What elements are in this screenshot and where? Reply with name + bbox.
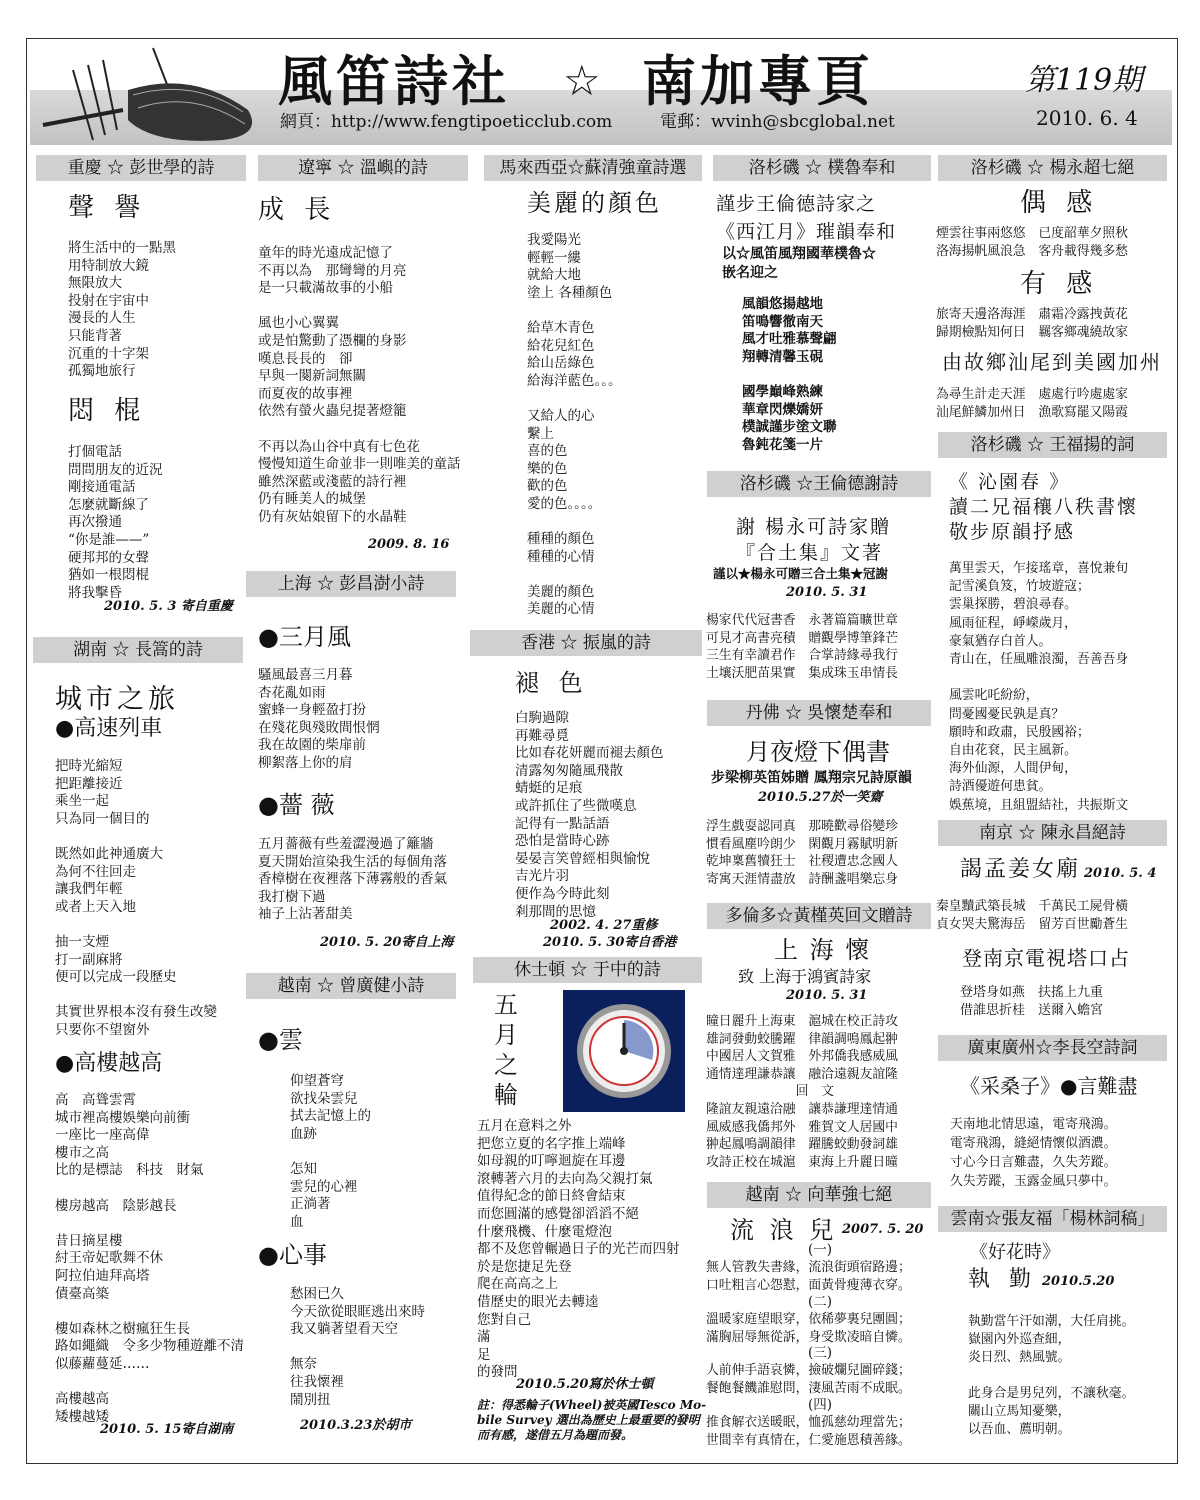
poem-title: 美麗的顏色	[527, 189, 662, 217]
poem-title: 有 感	[1020, 269, 1099, 299]
poem-title: ●雲	[258, 1026, 303, 1054]
poem-date: 2010.5.20寫於休士頓	[516, 1377, 654, 1392]
poem-title: 執 勤	[968, 1267, 1037, 1292]
poem-title: ●心事	[258, 1241, 327, 1269]
poem-title: ●三月風	[258, 623, 351, 651]
poem-title: 由故鄉汕尾到美國加州	[942, 350, 1162, 374]
poem-date: 2010. 5. 3 寄自重慶	[104, 599, 233, 614]
section-header: 洛杉磯 ☆ 樸魯奉和	[713, 155, 931, 181]
section-header: 越南 ☆ 曾廣健小詩	[246, 973, 456, 999]
poem-body: 風韻悠揚越地 笛鳴響徹南天 風才吐雅慕聲翩 翔轉清馨玉硯 國學巔峰熟練 華章閃爍嬌妍 樸誠謹步塗文聯 魯鈍花箋一片	[742, 296, 837, 453]
poem-title: 《好花時》	[970, 1242, 1060, 1263]
poem-body: 秦皇黷武築長城 千萬民工屍骨橫 貞女哭夫驚海岳 留芳百世勵蒼生	[936, 899, 1128, 932]
poem-body: 五月薔薇有些羞澀漫過了籬牆 夏天開始渲染我生活的每個角落 香樟樹在夜裡落下薄霧般的香氣 我打樹下過 袖子上沾著甜美	[258, 836, 447, 923]
poem-body: 登塔身如燕 扶搖上九重 借誰思折桂 送爾入蟾宮	[960, 985, 1104, 1018]
bagpipe-logo-icon	[33, 40, 273, 150]
poem-subtitle: ●高速列車	[55, 716, 163, 741]
poem-body: 無人管教失書緣，流浪街頭宿路邊； 口吐粗言心怨懟，面黃骨瘦薄衣穿。	[706, 1260, 911, 1293]
section-header: 多倫多☆黃槿英回文贈詩	[707, 903, 931, 929]
section-header: 洛杉磯 ☆ 楊永超七絕	[938, 155, 1167, 181]
web-address[interactable]: 網頁：http://www.fengtipoeticclub.com	[280, 112, 613, 132]
poem-body: 五月在意料之外 把您立夏的名字推上端峰 如母親的叮嚀迴旋在耳邊 滾轉著六月的去向為父親打氣 值得紀念的節日終會結束 而您圓滿的感覺卻滔滔不絕 什麼飛機、什麼電燈泡 都不及您曾輾過日子的光芒而四射 於是您捷足先登 爬在高高之上 借歷史的眼光去轉逵 您對自己 滿 足 的發問	[477, 1118, 680, 1381]
poem-body: 楊家代代冠書香 永著篇篇曠世章 可見才高書亮積 贈觀學博筆鋒芒 三生有幸讀君作 合掌詩緣尋我行 土壤沃肥苗果實 集成珠玉串情長	[706, 613, 898, 681]
poem-body: 煙雲往事兩悠悠 已度韶華夕照秋 洛海揚帆風浪急 客舟載得幾多愁	[936, 226, 1128, 259]
poem-body: 為尋生計走天涯 處處行吟處處家 汕尾鮮鱗加州日 漁歌寫罷又陽霞	[936, 387, 1128, 420]
poem-date: 2010. 5. 31	[786, 988, 868, 1003]
poem-body: 打個電話 問問朋友的近況 剛接通電話 怎麼就斷線了 再次撥通 “你是誰——” 硬邦邦的女聲 猶如一根悶棍 將我擊昏	[68, 444, 163, 601]
poem-subtitle: 致 上海于鴻賓詩家	[738, 967, 872, 986]
poem-title: 謹步王倫德詩家之 《西江月》璀韻奉和	[716, 193, 897, 243]
poem-body: 童年的時光遠成記憶了 不再以為 那彎彎的月亮 是一只載滿故事的小船 風也小心翼翼 或是怕驚動了憑欄的身影 嘆息長長的 卻 早與一闋新詞無關 而夏夜的故事裡 依然有螢火蟲兒提著燈籠 不再以為山谷中真有七色花 慢慢知道生命並非一則唯美的童話 雖然深藍或淺藍的詩行裡 仍有睡美人的城堡 仍有灰姑娘留下的水晶鞋	[258, 245, 461, 525]
header-title-left: 風笛詩社	[278, 50, 510, 113]
poem-date: 2009. 8. 16	[368, 537, 450, 552]
poem-body: 騷風最喜三月暮 杏花亂如雨 蜜蜂一身輕盈打扮 在殘花與殘敗間恨惘 我在故園的柴扉前 柳絮落上你的肩	[258, 667, 380, 771]
poem-body: 人前伸手語哀憐，撿破爛兒圖碎錢； 餐飽餐饑誰慰問，淒風苦雨不成眠。	[706, 1363, 911, 1396]
poem-title: 褪 色	[515, 669, 589, 697]
poem-stanza-number: (二)	[808, 1294, 833, 1310]
wheel-clock-icon	[563, 990, 685, 1112]
poem-stanza-number: (一)	[808, 1242, 833, 1258]
poem-body: 仰望蒼穹 欲找朵雲兒 拭去記憶上的 血跡 怎知 雲兒的心裡 正淌著 血	[290, 1073, 371, 1230]
section-header: 休士頓 ☆ 于中的詩	[473, 957, 702, 983]
poem-note: 註：得悉輪子(Wheel)被英國Tesco Mo- bile Survey 選出為歷史上最重要的發明 而有感，遂借五月為題而發。	[477, 1398, 707, 1442]
section-header: 遼寧 ☆ 溫嶼的詩	[258, 155, 468, 181]
poem-body: 推食解衣送暖眠，恤孤慈幼理當先； 世間幸有真情在，仁愛施恩積善緣。	[706, 1415, 911, 1448]
section-header: 馬來西亞☆蘇清強童詩選	[484, 155, 702, 181]
section-header: 越南 ☆ 向華強七絕	[707, 1182, 931, 1208]
poem-stanza-number: (四)	[808, 1397, 833, 1413]
poem-date: 2010. 5. 31	[786, 585, 868, 600]
section-header: 廣東廣州☆李長空詩詞	[938, 1035, 1167, 1061]
poem-title: 謁孟姜女廟	[960, 857, 1081, 882]
poem-body: 白駒過隙 再難尋覓 比如春花妍麗而褪去顏色 清露匆匆隨風飛散 蜻蜓的足痕 或許抓住了些微嘆息 記得有一點話語 恐怕是當時心跡 晏晏言笑曾經相與愉悅 吉光片羽 便作為今時此刻 剎那間的思憶	[515, 710, 664, 920]
section-header: 上海 ☆ 彭昌澍小詩	[246, 571, 456, 597]
poem-subtitle: 步梁柳英笛姊贈 鳳翔宗兄詩原韻	[711, 770, 912, 786]
poem-body: 萬里雲天，乍接瑤章，喜悅兼旬 記雪溪負笈，竹坡遊寇； 雲巢探勝，碧浪尋春。 風雨征程，崢嶸歲月， 豪氣猶存白首人。 青山在，任風雕浪濁，吾善吾身 風雲叱吒紛紛， 問憂國憂民孰是真？ 願時和政肅，民殷國裕； 自由花袞，民主風新。 海外仙源，人間伊甸， 詩酒優遊何患貧。 娛蕉境，且組盟結社，共振斯文	[949, 561, 1129, 813]
section-header: 洛杉磯 ☆ 王福揚的詞	[938, 432, 1167, 458]
poem-title: 月夜燈下偶書	[746, 738, 890, 766]
poem-title: 上 海 懷	[774, 936, 872, 964]
poem-title: ●薔 薇	[258, 791, 335, 819]
poem-date: 2002. 4. 27重修	[550, 918, 658, 933]
poem-date: 2010. 5. 30寄自香港	[543, 935, 677, 950]
poem-date: 2010. 5. 4	[1084, 866, 1157, 881]
poem-body: 天南地北情思遠，電寄飛鴻。 電寄飛鴻，縫絕情懷似酒濃。 寸心今日言難盡，久失芳蹤。 久失芳蹤，玉露金風只夢中。	[950, 1117, 1117, 1189]
poem-stanza-number: (三)	[808, 1345, 833, 1361]
section-header: 湖南 ☆ 長篙的詩	[33, 637, 243, 663]
section-header: 洛杉磯 ☆王倫德謝詩	[707, 471, 931, 497]
section-header: 丹佛 ☆ 吳懷楚奉和	[707, 700, 931, 726]
poem-date: 2010. 5. 15寄自湖南	[100, 1422, 234, 1437]
poem-body: 浮生戲耍認同真 那曉歡尋俗變珍 慣看風塵吟朗少 閑觀月霧賦明新 乾坤稟舊犢狂士 社稷遭忠念國人 寄寓天涯情盡放 詩酬盞唱樂忘身	[706, 819, 898, 887]
poem-title: 謝 楊永可詩家贈 『合土集』文著	[736, 516, 892, 564]
poem-body: 溫暖家庭望眼穿，依稀夢裏兒團圓； 滿胸屈辱無從訴，身受欺凌暗自憐。	[706, 1312, 911, 1345]
poem-title: 登南京電視塔口占	[962, 946, 1130, 970]
poem-title: 偶 感	[1020, 188, 1099, 218]
poem-title: 城市之旅	[55, 684, 179, 715]
header-title-right: 南加專頁	[642, 50, 874, 113]
poem-date: 2010.5.27於一笑齋	[758, 790, 883, 805]
poem-title: 聲 譽	[68, 193, 147, 223]
poem-title: 《采桑子》●言難盡	[960, 1074, 1138, 1098]
poem-body: 愁困已久 今天欲從眼眶逃出來時 我又躺著望看天空 無奈 往我懷裡 鬧別扭	[290, 1286, 425, 1408]
poem-body: 旅寄天邊洛海涯 肅霜冷露拽黃花 歸期檢點知何日 羈客鄉魂繞故家	[936, 307, 1128, 340]
poem-title: 悶 棍	[68, 396, 147, 426]
poem-title: 成 長	[258, 195, 337, 225]
poem-date: 2007. 5. 20	[842, 1222, 924, 1237]
poem-title: 流 浪 兒	[730, 1216, 838, 1244]
issue-number: 第119期	[1025, 63, 1143, 98]
poem-body: 高 高聳雲霄 城市裡高樓娛樂向前衝 一座比一座高偉 樓市之高 比的是標誌 科技 財氣 樓房越高 陰影越長 昔日摘星樓 紂王帝妃歌舞不休 阿拉伯迪拜高塔 債臺高築 樓如森林之樹瘋狂生長 路如繩織 令多少物種遊離不清 似藤蘿蔓延…… 高樓越高 矮樓越矮	[55, 1092, 244, 1425]
header-star-icon: ☆	[563, 56, 601, 105]
section-header: 雲南☆張友福「楊林詞稿」	[938, 1206, 1167, 1232]
email-address[interactable]: 電郵：wvinh@sbcglobal.net	[660, 112, 895, 132]
poem-date: 2010.5.20	[1042, 1274, 1115, 1289]
poem-subtitle: 謹以★楊永可贈三合土集★冠謝	[713, 566, 889, 581]
poem-body: 把時光縮短 把距離接近 乘坐一起 只為同一個目的 既然如此神通廣大 為何不往回走 讓我們年輕 或者上天入地 抽一支煙 打一副麻將 便可以完成一段歷史 其實世界根本沒有發生改變 只要你不望窗外	[55, 758, 217, 1038]
section-header: 香港 ☆ 振嵐的詩	[470, 630, 702, 656]
poem-date: 2010.3.23於胡市	[300, 1418, 412, 1433]
poem-body: 我愛陽光 輕輕一縷 就給大地 塗上 各種顏色 給草木青色 給花兒紅色 給山岳綠色 給海洋藍色。。。 又給人的心 繫上 喜的色 樂的色 歡的色 愛的色。。。。 種種的顏色 種種的心情 美麗的顏色 美麗的心情	[527, 232, 622, 618]
poem-date: 2010. 5. 20寄自上海	[320, 935, 454, 950]
section-header: 重慶 ☆ 彭世學的詩	[36, 155, 246, 181]
poem-title: 五月之輪	[494, 991, 518, 1109]
poem-subtitle: 以☆風笛風翔國華樸魯☆ 嵌名迎之	[722, 246, 876, 281]
section-header: 南京 ☆ 陳永昌絕詩	[938, 820, 1167, 846]
poem-body: 將生活中的一點黑 用特制放大鏡 無限放大 投射在宇宙中 漫長的人生 只能背著 沉重的十字架 孤獨地旅行	[68, 240, 176, 380]
poem-body: 執勤當午汗如潮，大任肩挑。 嶽園內外巡查細， 炎日烈、熱風號。 此身合是男兒列，不讓秋毫。 關山立馬知憂樂， 以吾血、薦明朝。	[968, 1314, 1135, 1437]
issue-date: 2010. 6. 4	[1036, 106, 1138, 130]
poem-title: 《 沁園春 》 讀二兄福穰八秩書懷 敬步原韻抒感	[949, 471, 1139, 543]
poem-subtitle: ●高樓越高	[55, 1051, 163, 1076]
poem-body: 瞳日麗升上海東 滬城在校正詩攻 雄詞發動蛟騰躍 律韻調鳴鳳起翀 中國居人文賀雅 外邦僑我感威風 通情達理謙恭讓 融洽遠親友誼隆 回 文 隆誼友親遠洽融 讓恭謙理達情通 風威感我僑邦外 雅賀文人居國中 翀起鳳鳴調韻律 躍騰蛟動發詞雄 攻詩正校在城滬 東海上升麗日曈	[706, 1014, 898, 1170]
